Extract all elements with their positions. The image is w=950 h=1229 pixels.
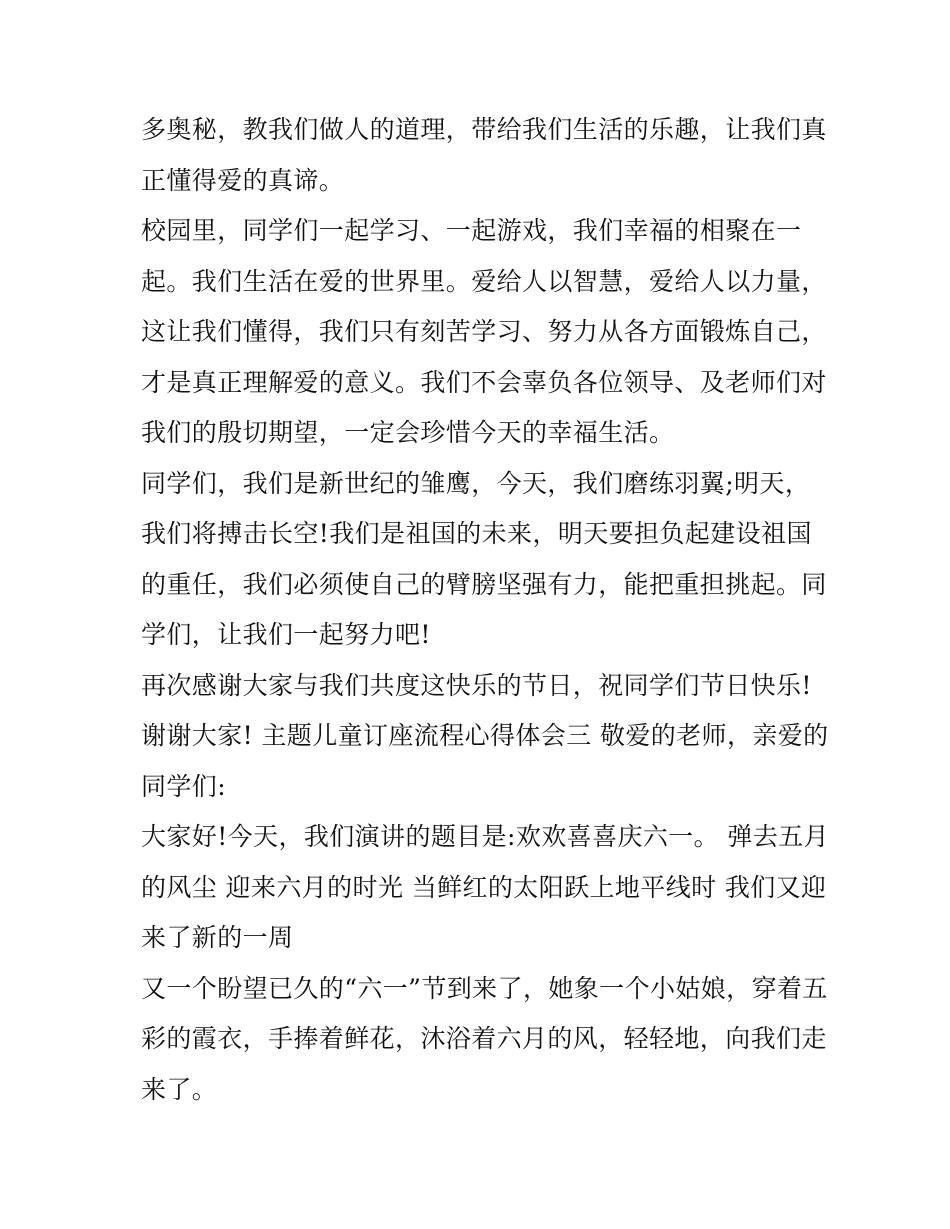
text-line: 正懂得爱的真谛。 [141,165,345,195]
text-line: 彩的霞衣，手捧着鲜花，沐浴着六月的风，轻轻地，向我们走 [141,1024,827,1053]
text-line: 这让我们懂得，我们只有刻苦学习、努力从各方面锻炼自己， [141,317,827,346]
text-line: 来了新的一周 [141,923,294,952]
text-line: 又一个盼望已久的“六一”节到来了，她象一个小姑娘，穿着五 [141,973,828,1003]
text-line: 我们的殷切期望，一定会珍惜今天的幸福生活。 [141,418,675,447]
text-line: 多奥秘，教我们做人的道理，带给我们生活的乐趣，让我们真 [141,115,827,144]
text-line: 再次感谢大家与我们共度这快乐的节日，祝同学们节日快乐! [141,670,812,700]
text-line: 大家好!今天，我们演讲的题目是:欢欢喜喜庆六一。 弹去五月 [141,822,830,851]
text-line: 起。我们生活在爱的世界里。爱给人以智慧，爱给人以力量， [141,266,827,296]
text-line: 谢谢大家! 主题儿童订座流程心得体会三 敬爱的老师，亲爱的 [141,721,829,750]
text-line: 同学们: [141,771,227,801]
text-line: 的风尘 迎来六月的时光 当鲜红的太阳跃上地平线时 我们又迎 [141,872,827,902]
text-line: 来了。 [141,1074,218,1104]
text-line: 的重任，我们必须使自己的臂膀坚强有力，能把重担挑起。同 [141,569,827,599]
text-line: 才是真正理解爱的意义。我们不会辜负各位领导、及老师们对 [141,367,827,397]
text-line: 我们将搏击长空!我们是祖国的未来，明天要担负起建设祖国 [141,519,812,548]
text-line: 学们，让我们一起努力吧! [141,620,431,649]
document-body [141,109,830,1119]
text-line: 校园里，同学们一起学习、一起游戏，我们幸福的相聚在一 [141,216,802,245]
text-line: 同学们，我们是新世纪的雏鹰，今天，我们磨练羽翼;明天， [141,468,811,498]
